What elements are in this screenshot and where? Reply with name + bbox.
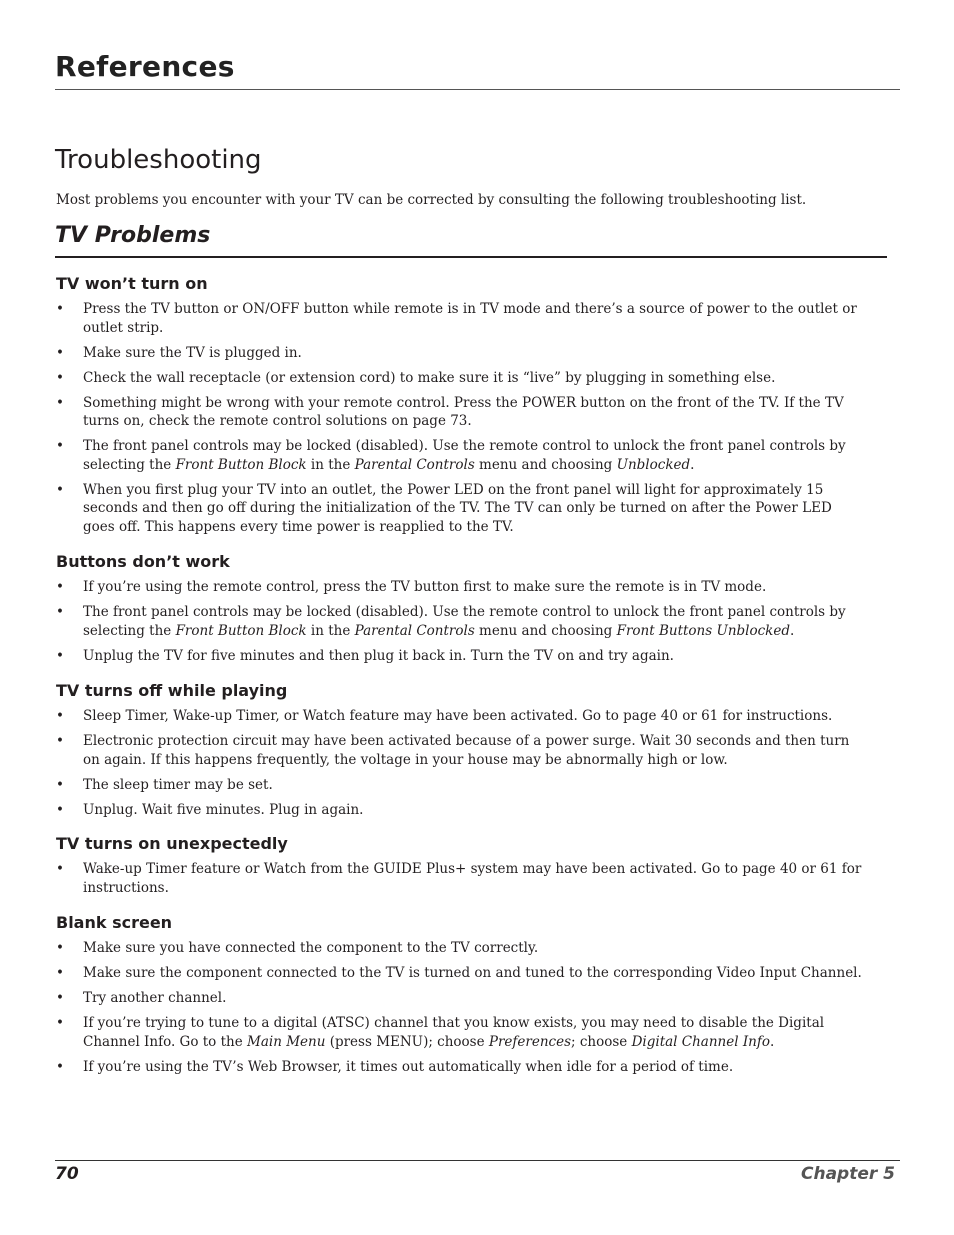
list-item-text: Sleep Timer, Wake-up Timer, or Watch feature may have been activated. Go to page 40 or 61 for instructions. <box>83 708 833 724</box>
list-item-text: Try another channel. <box>83 990 227 1006</box>
bullet-icon: • <box>56 776 64 793</box>
footer-divider <box>55 1160 900 1161</box>
list-item <box>56 1014 866 1051</box>
list-item-text: The front panel controls may be locked (disabled). Use the remote control to unlock the front panel controls by selecting the Front Button Block in the Parental Controls menu and choosing Front Buttons Unblocked. <box>83 604 846 639</box>
list-item-text: If you’re using the remote control, press the TV button first to make sure the remote is in TV mode. <box>83 579 767 595</box>
problem-title-tv-turns-off: TV turns off while playing <box>56 681 288 700</box>
bullet-icon: • <box>56 861 64 877</box>
bullet-icon: • <box>56 301 64 317</box>
bullet-icon: • <box>56 394 64 411</box>
list-item <box>56 707 866 726</box>
bullet-icon: • <box>56 801 64 818</box>
list-item-text: Make sure the component connected to the TV is turned on and tuned to the corresponding Video Input Channel. <box>83 965 862 981</box>
list-item-text: Make sure the TV is plugged in. <box>83 344 302 361</box>
intro-paragraph: Most problems you encounter with your TV can be corrected by consulting the following troubleshooting list. <box>56 192 807 208</box>
list-item <box>56 603 866 640</box>
list-item-text: The sleep timer may be set. <box>83 776 273 793</box>
list-item <box>56 394 866 431</box>
list-item-text: Make sure you have connected the component to the TV correctly. <box>83 940 539 956</box>
list-item <box>56 939 866 958</box>
list-item-text: Wake-up Timer feature or Watch from the GUIDE Plus+ system may have been activated. Go to page 40 or 61 for instructions. <box>83 861 862 896</box>
bullet-icon: • <box>56 579 64 595</box>
list-item <box>56 578 866 597</box>
list-item <box>56 369 866 388</box>
list-item-text: Press the TV button or ON/OFF button while remote is in TV mode and there’s a source of power to the outlet or outlet strip. <box>83 301 857 336</box>
bullet-icon: • <box>56 1058 64 1075</box>
bullet-icon: • <box>56 369 64 386</box>
list-item <box>56 732 866 769</box>
list-item-text: When you first plug your TV into an outlet, the Power LED on the front panel will light for approximately 15 seconds and then go off during the initialization of the TV. The TV can only be turned on after the Power LED goes off. This happens every time power is reapplied to the TV. <box>83 481 832 535</box>
running-header-title: References <box>55 50 235 83</box>
section-divider <box>55 256 887 258</box>
problem-title-tv-wont-turn-on: TV won’t turn on <box>56 274 208 293</box>
page-number: 70 <box>55 1164 79 1184</box>
bullet-icon: • <box>56 940 64 956</box>
list-item-text: If you’re using the TV’s Web Browser, it times out automatically when idle for a period of time. <box>83 1058 734 1075</box>
bullet-icon: • <box>56 708 64 724</box>
bullet-icon: • <box>56 990 64 1006</box>
list-item <box>56 300 866 337</box>
bullet-icon: • <box>56 438 64 454</box>
problem-list-tv-turns-off <box>56 707 866 826</box>
bullet-icon: • <box>56 344 64 361</box>
problem-list-tv-wont-turn-on <box>56 300 866 543</box>
problem-list-buttons-dont-work <box>56 578 866 672</box>
list-item-text: Unplug the TV for five minutes and then plug it back in. Turn the TV on and try again. <box>83 647 674 664</box>
chapter-label: Chapter 5 <box>800 1164 895 1184</box>
list-item-text: Electronic protection circuit may have been activated because of a power surge. Wait 30 seconds and then turn on again. If this happens frequently, the voltage in your house may be abnormally high or low. <box>83 733 850 768</box>
problem-list-blank-screen <box>56 939 866 1083</box>
list-item <box>56 344 866 363</box>
problem-list-tv-turns-on-unexpectedly <box>56 860 866 904</box>
section-title: TV Problems <box>55 223 211 248</box>
list-item-text: Check the wall receptacle (or extension cord) to make sure it is “live” by plugging in something else. <box>83 369 776 386</box>
list-item <box>56 1058 866 1077</box>
bullet-icon: • <box>56 1015 64 1031</box>
list-item <box>56 801 866 820</box>
list-item-text: If you’re trying to tune to a digital (ATSC) channel that you know exists, you may need to disable the Digital Channel Info. Go to the Main Menu (press MENU); choose Preferences; choose Digital Channel Info. <box>83 1015 825 1050</box>
bullet-icon: • <box>56 481 64 498</box>
bullet-icon: • <box>56 965 64 981</box>
problem-title-tv-turns-on-unexpectedly: TV turns on unexpectedly <box>56 834 288 853</box>
list-item <box>56 776 866 795</box>
list-item-text: Unplug. Wait five minutes. Plug in again. <box>83 801 364 818</box>
problem-title-blank-screen: Blank screen <box>56 913 173 932</box>
bullet-icon: • <box>56 647 64 664</box>
list-item <box>56 437 866 474</box>
list-item-text: The front panel controls may be locked (disabled). Use the remote control to unlock the front panel controls by selecting the Front Button Block in the Parental Controls menu and choosing Unblocked. <box>83 438 846 473</box>
list-item <box>56 860 866 897</box>
list-item-text: Something might be wrong with your remote control. Press the POWER button on the front of the TV. If the TV turns on, check the remote control solutions on page 73. <box>83 394 844 429</box>
header-divider <box>55 89 900 90</box>
page-title: Troubleshooting <box>55 145 262 175</box>
list-item <box>56 964 866 983</box>
list-item <box>56 647 866 666</box>
bullet-icon: • <box>56 733 64 749</box>
problem-title-buttons-dont-work: Buttons don’t work <box>56 552 230 571</box>
list-item <box>56 481 866 537</box>
bullet-icon: • <box>56 604 64 620</box>
list-item <box>56 989 866 1008</box>
